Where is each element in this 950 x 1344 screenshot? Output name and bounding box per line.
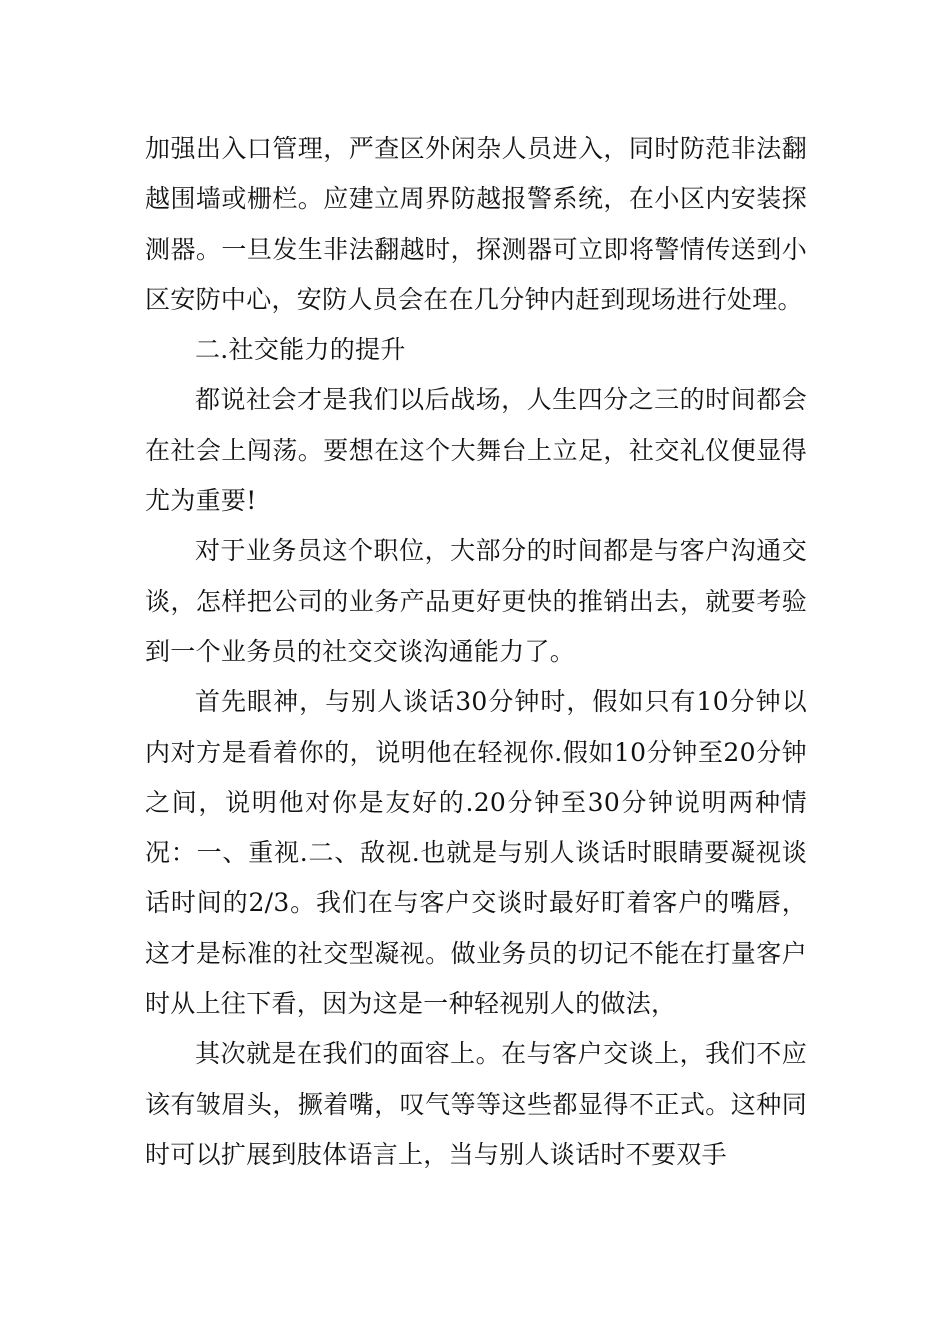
paragraph-social-importance: 都说社会才是我们以后战场，人生四分之三的时间都会在社会上闯荡。要想在这个大舞台上立足，社交礼仪便显得尤为重要! [145,385,807,516]
section-heading-social-skills: 二.社交能力的提升 [195,335,406,365]
paragraph-eye-contact: 首先眼神，与别人谈话30分钟时，假如只有10分钟以内对方是看着你的，说明他在轻视你.假如10分钟至20分钟之间，说明他对你是友好的.20分钟至30分钟说明两种情况：一、重视.二、敌视.也就是与别人谈话时眼睛要凝视谈话时间的2/3。我们在与客户交谈时最好盯着客户的嘴唇，这才是标准的社交型凝视。做业务员的切记不能在打量客户时从上往下看，因为这是一种轻视别人的做法， [145,687,807,1019]
paragraph-facial-expression: 其次就是在我们的面容上。在与客户交谈上，我们不应该有皱眉头，撅着嘴，叹气等等这些都显得不正式。这种同时可以扩展到肢体语言上，当与别人谈话时不要双手 [145,1039,807,1169]
document-body [145,124,807,1180]
paragraph-security-continuation: 加强出入口管理，严查区外闲杂人员进入，同时防范非法翻越围墙或栅栏。应建立周界防越报警系统，在小区内安装探测器。一旦发生非法翻越时，探测器可立即将警情传送到小区安防中心，安防人员会在在几分钟内赶到现场进行处理。 [145,134,807,314]
paragraph-salesperson-role: 对于业务员这个职位，大部分的时间都是与客户沟通交谈，怎样把公司的业务产品更好更快的推销出去，就要考验到一个业务员的社交交谈沟通能力了。 [145,536,807,666]
